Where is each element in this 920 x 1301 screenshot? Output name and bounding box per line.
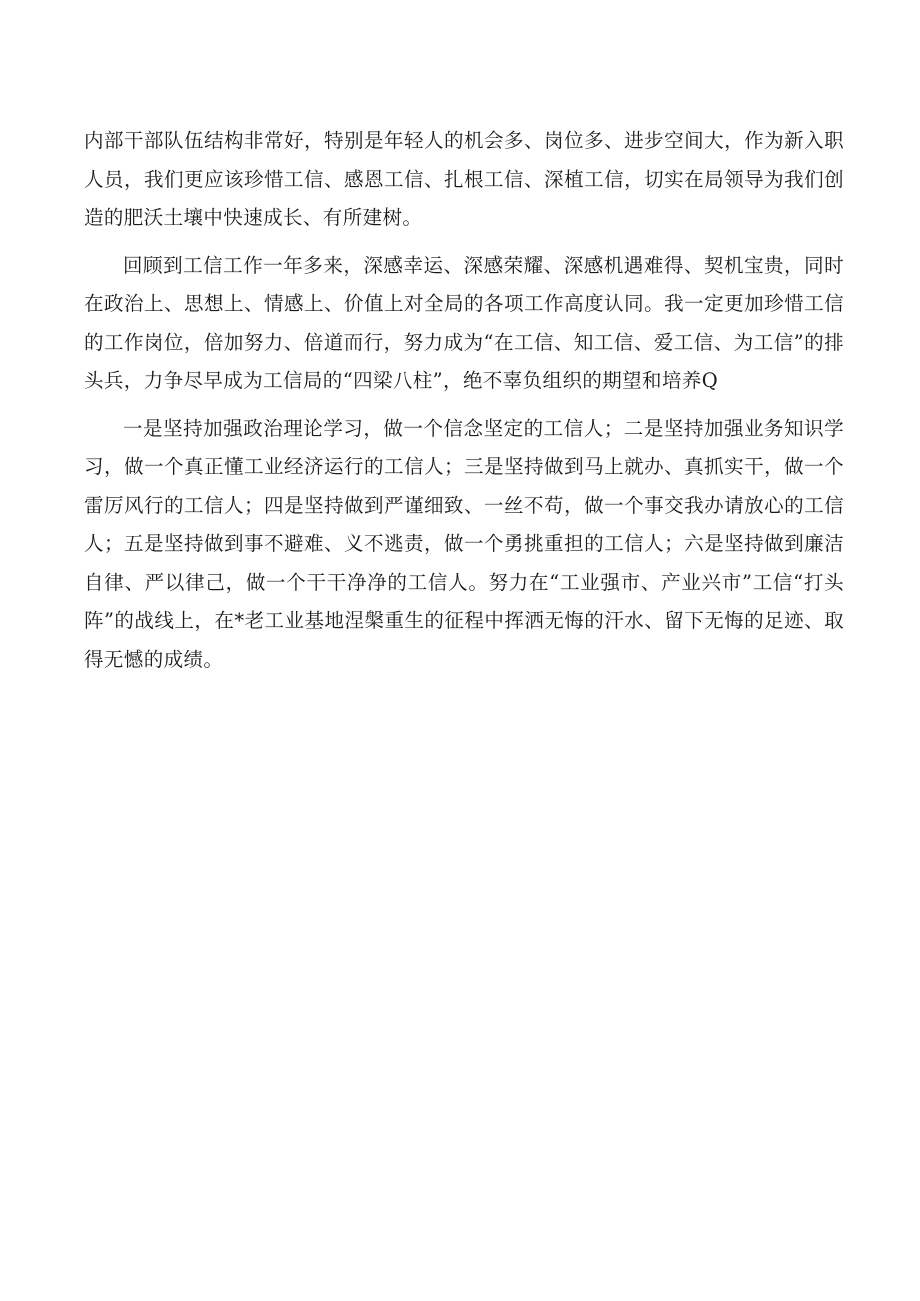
paragraph-2: 回顾到工信工作一年多来，深感幸运、深感荣耀、深感机遇难得、契机宝贵，同时在政治上、思想上、情感上、价值上对全局的各项工作高度认同。我一定更加珍惜工信的工作岗位，倍加努力、倍道而行，努力成为“在工信、知工信、爱工信、为工信”的排头兵，力争尽早成为工信局的“四梁八柱”，绝不辜负组织的期望和培养Q [84, 253, 844, 392]
paragraph-3: 一是坚持加强政治理论学习，做一个信念坚定的工信人；二是坚持加强业务知识学习，做一个真正懂工业经济运行的工信人；三是坚持做到马上就办、真抓实干，做一个雷厉风行的工信人；四是坚持做到严谨细致、一丝不苟，做一个事交我办请放心的工信人；五是坚持做到事不避难、义不逃责，做一个勇挑重担的工信人；六是坚持做到廉洁自律、严以律己，做一个干干净净的工信人。努力在“工业强市、产业兴市”工信“打头阵”的战线上，在*老工业基地涅槃重生的征程中挥洒无悔的汗水、留下无悔的足迹、取得无憾的成绩。 [84, 416, 844, 671]
document-body [84, 122, 844, 688]
paragraph-1: 内部干部队伍结构非常好，特别是年轻人的机会多、岗位多、进步空间大，作为新入职人员，我们更应该珍惜工信、感恩工信、扎根工信、深植工信，切实在局领导为我们创造的肥沃土壤中快速成长、有所建树。 [84, 129, 844, 229]
